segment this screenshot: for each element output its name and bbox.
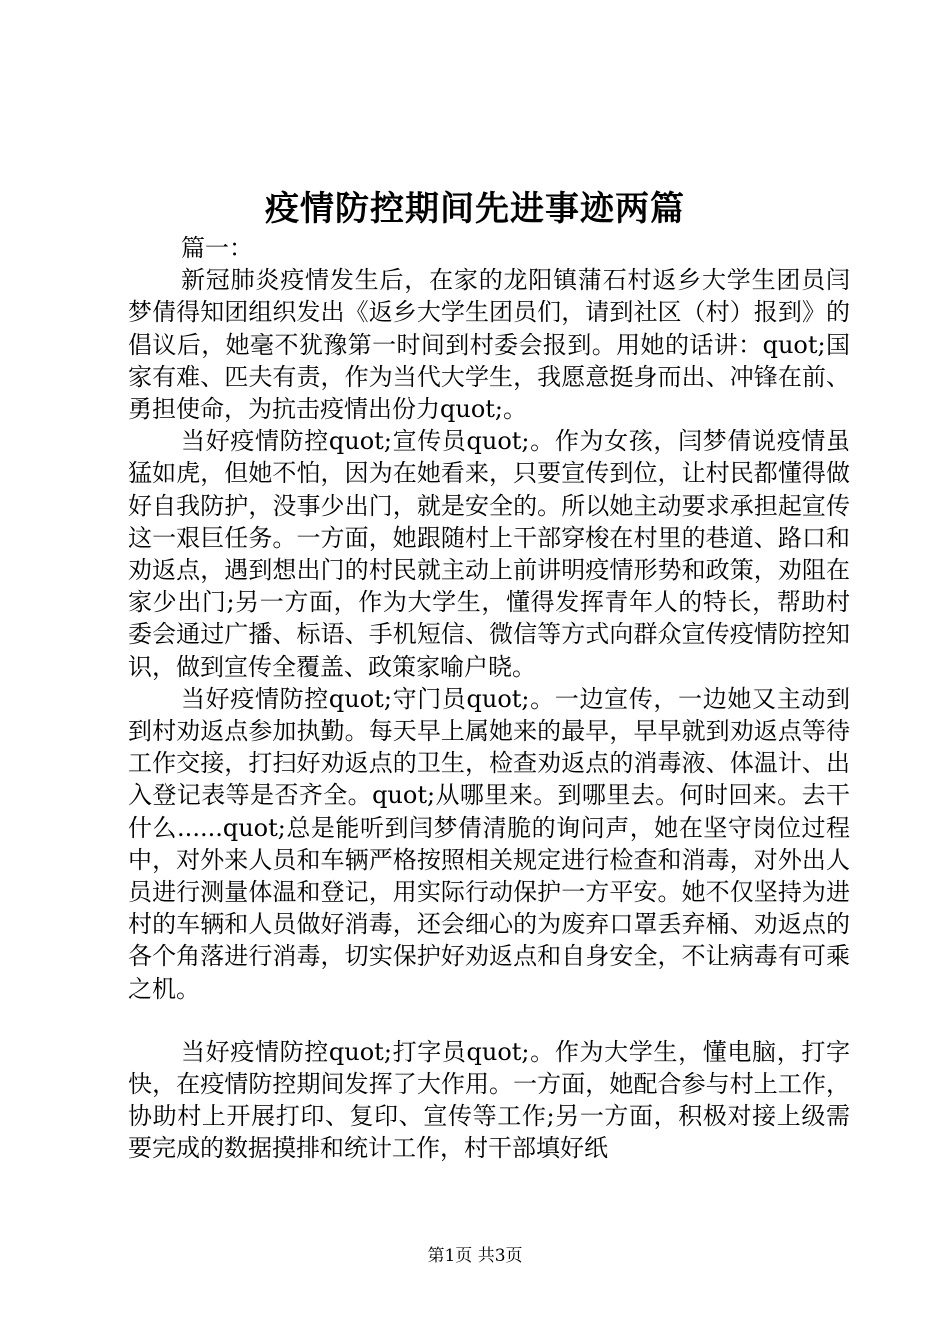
section-heading: 篇一： [181, 234, 253, 262]
paragraph-3: 当好疫情防控quot;守门员quot;。一边宣传，一边她又主动到到村劝返点参加执勤。每天早上属她来的最早，早早就到劝返点等待工作交接，打扫好劝返点的卫生，检查劝返点的消毒液、体温计、出入登记表等是否齐全。quot;从哪里来。到哪里去。何时回来。去干什么......quot;总是能听到闫梦倩清脆的询问声，她在坚守岗位过程中，对外来人员和车辆严格按照相关规定进行检查和消毒，对外出人员进行测量体温和登记，用实际行动保护一方平安。她不仅坚持为进村的车辆和人员做好消毒，还会细心的为废弃口罩丢弃桶、劝返点的各个角落进行消毒，切实保护好劝返点和自身安全，不让病毒有可乘之机。 [128, 684, 850, 1003]
paragraph-2: 当好疫情防控quot;宣传员quot;。作为女孩，闫梦倩说疫情虽猛如虎，但她不怕，因为在她看来，只要宣传到位，让村民都懂得做好自我防护，没事少出门，就是安全的。所以她主动要求承担起宣传这一艰巨任务。一方面，她跟随村上干部穿梭在村里的巷道、路口和劝返点，遇到想出门的村民就主动上前讲明疫情形势和政策，劝阻在家少出门;另一方面，作为大学生，懂得发挥青年人的特长，帮助村委会通过广播、标语、手机短信、微信等方式向群众宣传疫情防控知识，做到宣传全覆盖、政策家喻户晓。 [128, 427, 850, 681]
document-title: 疫情防控期间先进事迹两篇 [265, 189, 685, 229]
page-number-footer: 第1页 共3页 [427, 1246, 523, 1266]
document-body [128, 232, 850, 1165]
paragraph-1: 新冠肺炎疫情发生后，在家的龙阳镇蒲石村返乡大学生团员闫梦倩得知团组织发出《返乡大学生团员们，请到社区（村）报到》的倡议后，她毫不犹豫第一时间到村委会报到。用她的话讲：quot;国家有难、匹夫有责，作为当代大学生，我愿意挺身而出、冲锋在前、勇担使命，为抗击疫情出份力quot;。 [128, 266, 850, 424]
paragraph-4: 当好疫情防控quot;打字员quot;。作为大学生，懂电脑，打字快，在疫情防控期间发挥了大作用。一方面，她配合参与村上工作，协助村上开展打印、复印、宣传等工作;另一方面，积极对接上级需要完成的数据摸排和统计工作，村干部填好纸 [128, 1037, 850, 1163]
